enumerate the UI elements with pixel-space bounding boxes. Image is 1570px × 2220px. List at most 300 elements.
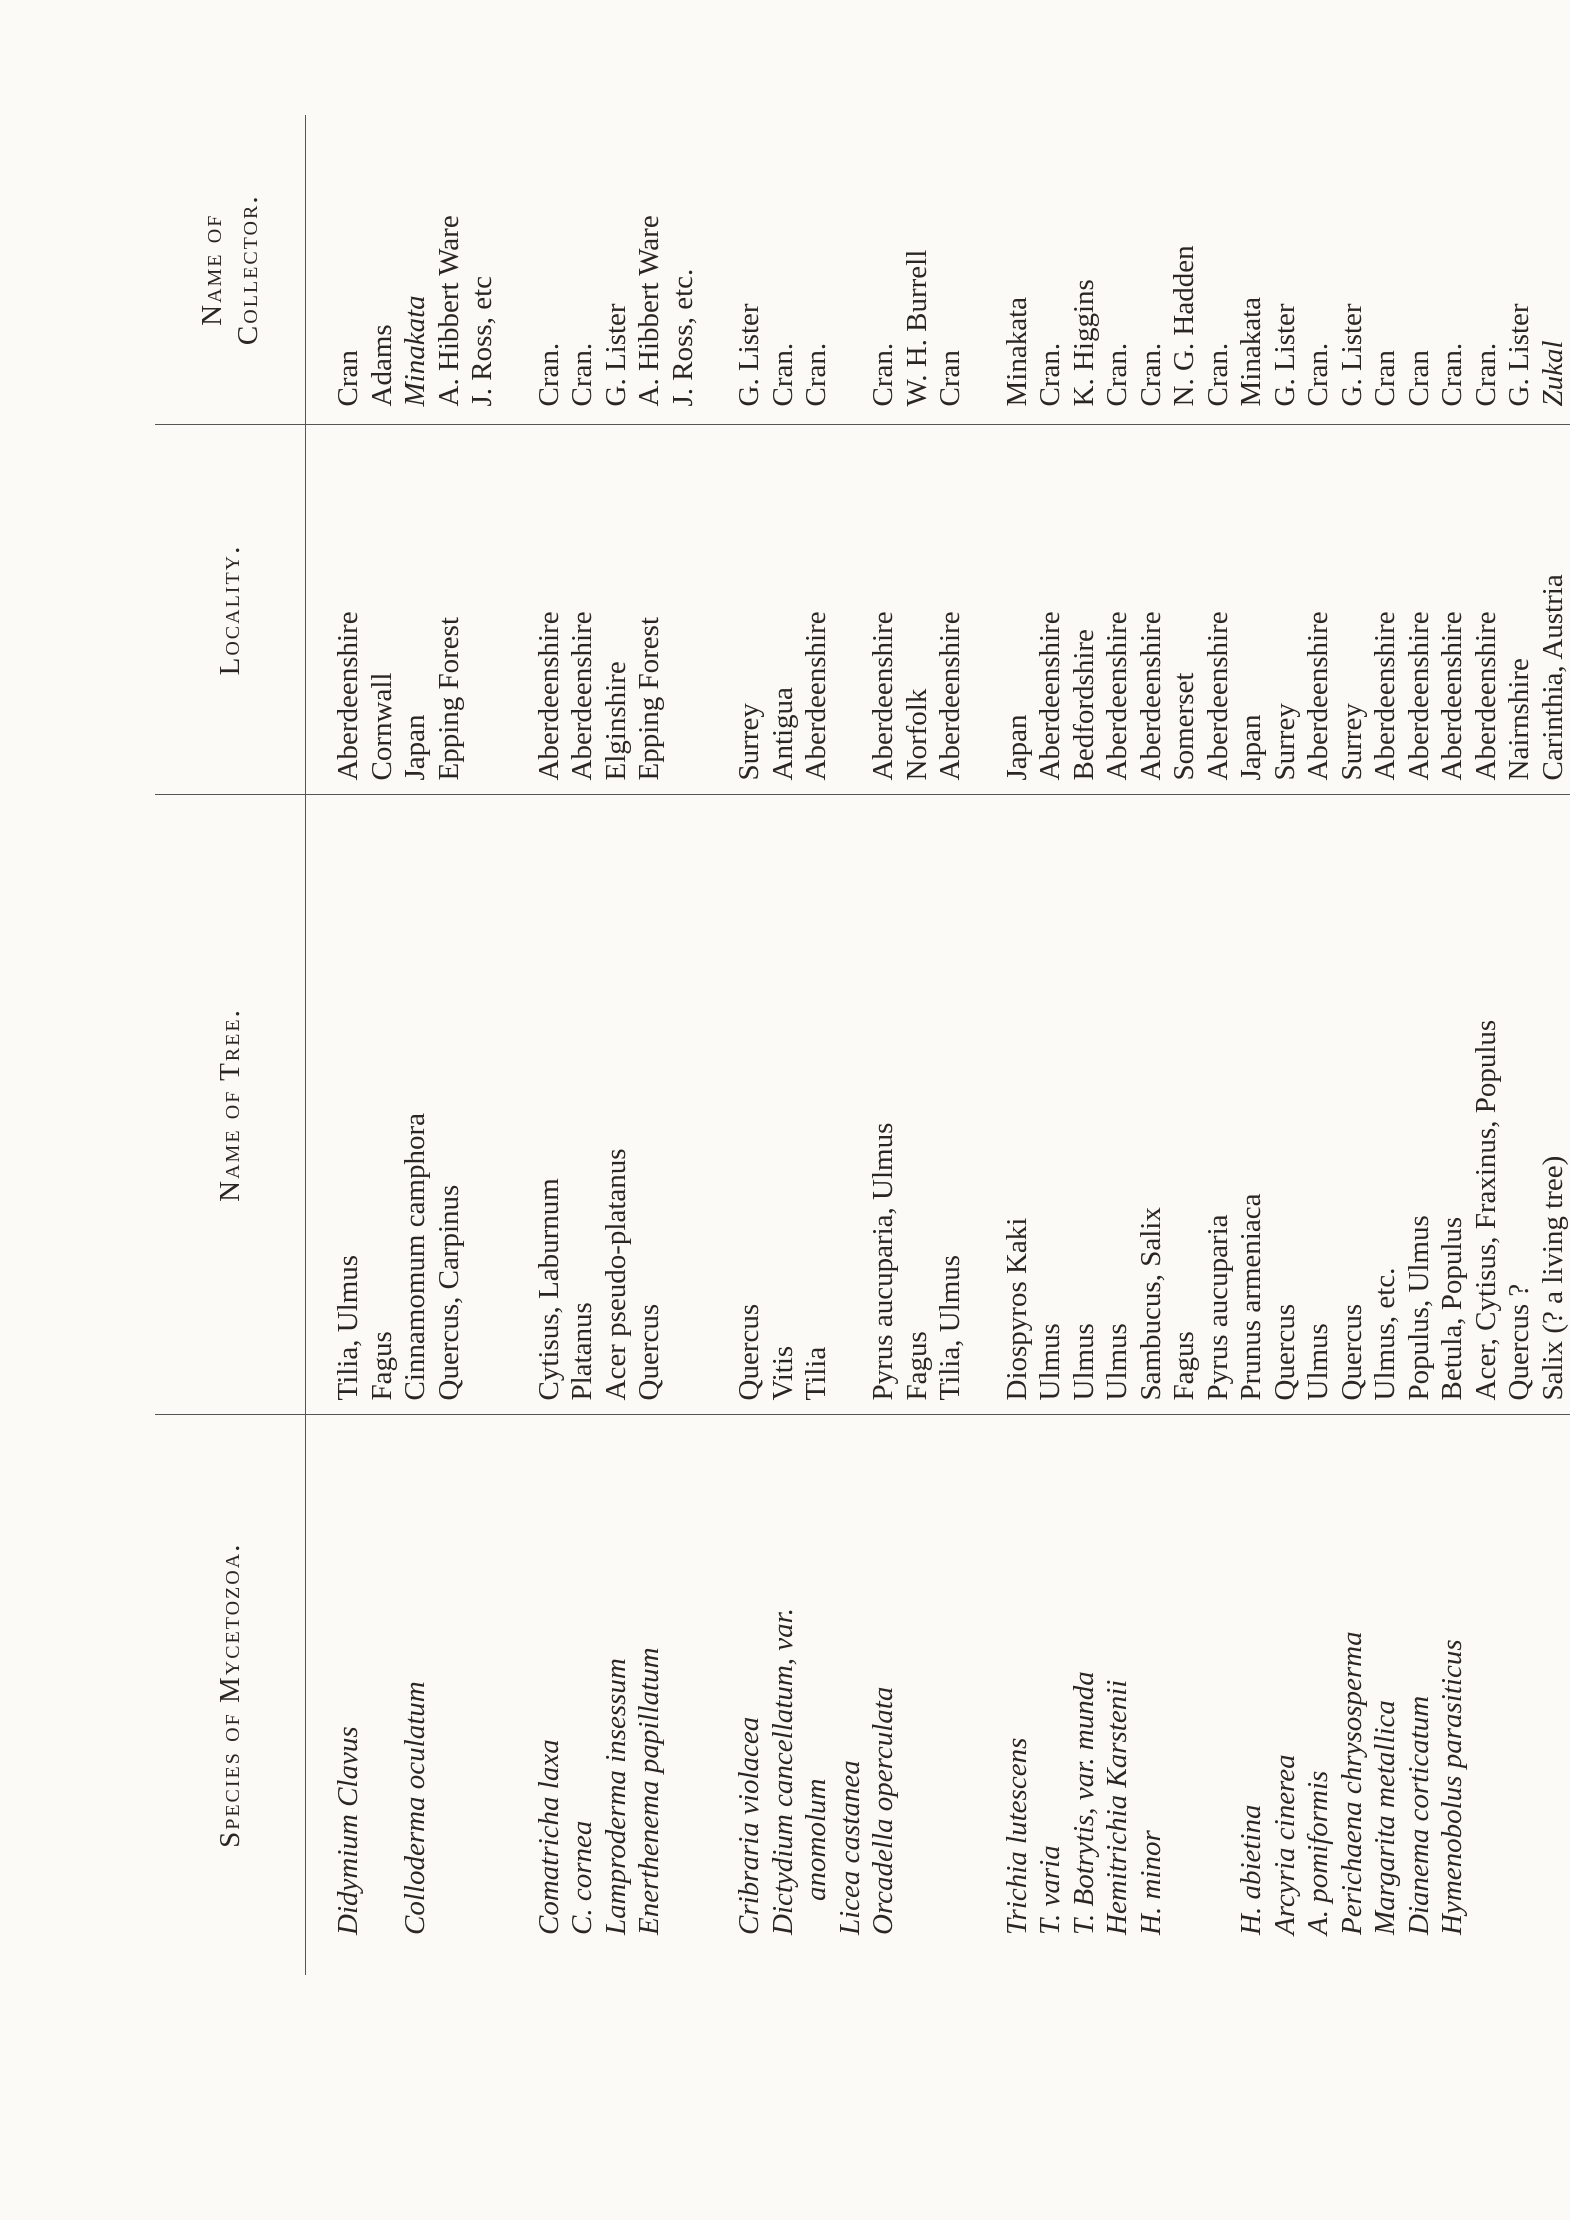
table-row [566,115,600,1975]
table-row [306,115,366,1975]
table-row [533,115,567,1975]
tree-cell-text: Quercus [733,1303,765,1401]
table-row [867,115,901,1975]
locality-cell-text: Antigua [766,687,799,781]
tree-cell-text: Quercus [633,1303,665,1401]
table-row [600,115,634,1975]
collector-cell [733,115,767,425]
mycetozoa-table [155,115,1570,1975]
collector-cell [934,115,968,425]
species-cell [1068,1415,1102,1975]
table-row [633,115,667,1975]
locality-cell-text: Aberdeenshire [934,611,966,781]
locality-cell [1235,425,1269,795]
tree-cell [1470,795,1504,1415]
locality-cell-text: Aberdeenshire [867,611,899,781]
collector-cell-text: Cran. [1034,342,1066,407]
table-row [667,115,701,1975]
tree-cell-text: Tilia [800,1346,832,1401]
species-cell [1403,1415,1437,1975]
species-cell-text: Cribraria violacea [733,1716,765,1935]
species-cell-text: Enerthenema papillatum [633,1647,665,1935]
collector-cell-text: W. H. Burrell [900,249,933,407]
collector-cell [466,115,500,425]
tree-cell-text: Cinnamomum camphora [399,1112,431,1401]
collector-cell-text: Zukal [1536,340,1569,407]
species-cell-text: Arcyria cinerea [1268,1754,1301,1935]
header-collector: Name of Collector. [155,115,306,425]
collector-cell-text: Cran. [1469,342,1502,407]
locality-cell-text: Aberdeenshire [532,611,565,781]
species-cell [733,1415,767,1975]
table-row [1403,115,1437,1975]
collector-cell [306,115,366,425]
collector-cell-text: J. Ross, etc. [666,268,699,407]
species-cell [433,1415,467,1975]
table-row [466,115,500,1975]
tree-cell [600,795,634,1415]
species-cell [1436,1415,1470,1975]
table-row [366,115,400,1975]
locality-cell [1537,425,1570,795]
table-row [1436,115,1470,1975]
table-row [767,115,801,1975]
tree-cell-text: Quercus ? [1503,1283,1535,1401]
species-cell-text: Colloderma oculatum [399,1681,431,1935]
species-cell [1235,1415,1269,1975]
table-row [834,115,868,1975]
rotated-table-block [155,115,1569,1975]
table-row [1503,115,1537,1975]
spacer-cell [700,115,733,425]
species-cell-text: Lamproderma insessum [599,1658,632,1935]
collector-cell-text: J. Ross, etc [466,276,498,407]
tree-cell-text: Tilia, Ulmus [332,1254,364,1401]
species-cell [667,1415,701,1975]
table-body [306,115,1570,1975]
collector-cell [1302,115,1336,425]
collector-cell-text: A. Hibbert Ware [633,215,665,407]
locality-cell [1202,425,1236,795]
collector-cell [667,115,701,425]
species-cell [633,1415,667,1975]
collector-cell-text: G. Lister [1268,303,1301,407]
locality-cell [1436,425,1470,795]
tree-cell [1202,795,1236,1415]
group-spacer [700,115,733,1975]
collector-cell [633,115,667,425]
locality-cell-text: Japan [1235,714,1267,781]
collector-cell [767,115,801,425]
tree-cell [934,795,968,1415]
species-cell [466,1415,500,1975]
collector-cell-text: G. Lister [599,303,632,407]
tree-cell [1503,795,1537,1415]
table-row [1302,115,1336,1975]
locality-cell [1168,425,1202,795]
table-row [1001,115,1035,1975]
table-row [1168,115,1202,1975]
collector-cell-text: Cran. [766,342,799,407]
locality-cell-text: Bedfordshire [1067,629,1100,781]
collector-cell-text: Cran. [566,342,598,407]
species-cell [366,1415,400,1975]
tree-cell-text: Ulmus [1302,1323,1334,1401]
tree-cell-text: Tilia, Ulmus [934,1254,966,1401]
tree-cell [633,795,667,1415]
collector-cell-text: Cran [1369,350,1401,407]
locality-cell [366,425,400,795]
tree-cell-text: Vitis [766,1345,799,1401]
tree-cell-text: Ulmus, etc. [1369,1267,1401,1401]
tree-cell [733,795,767,1415]
tree-cell [566,795,600,1415]
locality-cell-text: Elginshire [599,661,632,781]
tree-cell [366,795,400,1415]
species-cell-text: Comatricha laxa [532,1739,565,1935]
collector-cell [399,115,433,425]
species-cell [1470,1415,1504,1975]
collector-cell-text: Cran. [867,342,899,407]
species-cell [1135,1415,1169,1975]
collector-cell-text: Cran. [1201,342,1234,407]
locality-cell [433,425,467,795]
locality-cell-text: Japan [1000,714,1033,781]
species-cell [1503,1415,1537,1975]
locality-cell-text: Cornwall [365,672,398,781]
collector-cell [867,115,901,425]
table-row [1269,115,1303,1975]
species-cell-text: Margarita metallica [1369,1700,1401,1935]
collector-cell [1436,115,1470,425]
collector-cell [1235,115,1269,425]
spacer-cell [500,115,533,425]
locality-cell-text: Surrey [1268,703,1301,781]
table-row [1235,115,1269,1975]
tree-cell-text: Quercus [1268,1303,1301,1401]
species-cell-text: A. pomiformis [1302,1770,1334,1935]
species-cell [1034,1415,1068,1975]
locality-cell [633,425,667,795]
species-cell [306,1415,366,1975]
locality-cell-text: Aberdeenshire [1369,611,1401,781]
collector-cell [901,115,935,425]
tree-cell [1403,795,1437,1415]
locality-cell [867,425,901,795]
tree-cell [533,795,567,1415]
locality-cell [1302,425,1336,795]
tree-cell-text: Fagus [1168,1331,1200,1401]
locality-cell [1034,425,1068,795]
species-cell-text: Didymium Clavus [332,1726,364,1935]
tree-cell [667,795,701,1415]
table-row [1135,115,1169,1975]
tree-cell [466,795,500,1415]
locality-cell-text: Somerset [1168,672,1200,781]
table-row [1068,115,1102,1975]
tree-cell [1168,795,1202,1415]
spacer-cell [500,1415,533,1975]
tree-cell-text: Betula, Populus [1436,1216,1468,1401]
collector-cell-text: G. Lister [733,303,765,407]
locality-cell-text: Aberdeenshire [1402,611,1435,781]
table-row [733,115,767,1975]
locality-cell-text: Aberdeenshire [1101,611,1133,781]
collector-cell [1135,115,1169,425]
tree-cell [767,795,801,1415]
locality-cell [1403,425,1437,795]
locality-cell [934,425,968,795]
locality-cell [1135,425,1169,795]
tree-cell-text: Quercus [1335,1303,1368,1401]
spacer-cell [700,795,733,1415]
species-cell-text: T. varia [1034,1845,1066,1935]
species-cell-text: Orcadella operculata [867,1686,899,1935]
table-row [934,115,968,1975]
table-row [1101,115,1135,1975]
species-cell-text: Licea castanea [833,1760,866,1935]
spacer-cell [700,425,733,795]
locality-cell-text: Epping Forest [432,616,465,781]
locality-cell-text: Surrey [1335,703,1368,781]
tree-cell [834,795,868,1415]
table-row [433,115,467,1975]
collector-cell-text: A. Hibbert Ware [432,215,465,407]
species-cell-text: Dianema corticatum [1402,1695,1435,1935]
locality-cell-text: Aberdeenshire [1034,611,1066,781]
tree-cell-text: Fagus [365,1331,398,1401]
locality-cell [1503,425,1537,795]
tree-cell-text: Platanus [566,1302,598,1401]
tree-cell [1235,795,1269,1415]
spacer-cell [968,1415,1001,1975]
group-spacer [968,115,1001,1975]
collector-cell [834,115,868,425]
tree-cell [306,795,366,1415]
collector-cell [1369,115,1403,425]
locality-cell [533,425,567,795]
tree-cell-text: Sambucus, Salix [1134,1207,1167,1401]
species-cell [800,1415,834,1975]
species-cell-text: Hemitrichia Karstenii [1101,1679,1133,1935]
tree-cell-text: Diospyros Kaki [1000,1217,1033,1401]
tree-cell [1101,795,1135,1415]
tree-cell [1269,795,1303,1415]
locality-cell-text: Aberdeenshire [1201,611,1234,781]
collector-cell-text: K. Higgins [1067,279,1100,407]
species-cell-text: C. cornea [566,1820,598,1935]
locality-cell-text: Aberdeenshire [800,611,832,781]
tree-cell-text: Acer pseudo-platanus [599,1148,632,1401]
tree-cell-text: Pyrus aucuparia, Ulmus [867,1122,899,1401]
collector-cell-text: Cran. [800,342,832,407]
tree-cell-text: Cytisus, Laburnum [532,1178,565,1401]
locality-cell-text: Norfolk [900,688,933,781]
species-cell [1537,1415,1570,1975]
collector-cell [533,115,567,425]
locality-cell [399,425,433,795]
species-cell-text: anomolum [800,1778,832,1901]
tree-cell [867,795,901,1415]
species-cell [399,1415,433,1975]
species-cell-text: H. abietina [1235,1804,1267,1935]
locality-cell-text: Nairnshire [1503,658,1535,781]
tree-cell-text: Ulmus [1067,1323,1100,1401]
species-cell [533,1415,567,1975]
species-cell-text: T. Botrytis, var. munda [1067,1671,1100,1935]
collector-cell-text: N. G. Hadden [1168,245,1200,407]
species-cell-text: Dictydium cancellatum, var. [766,1608,799,1935]
collector-cell-text: Cran [1402,350,1435,407]
group-spacer [500,115,533,1975]
locality-cell [566,425,600,795]
tree-cell [1135,795,1169,1415]
collector-cell [433,115,467,425]
species-cell [1001,1415,1035,1975]
locality-cell [306,425,366,795]
species-cell [566,1415,600,1975]
species-cell [934,1415,968,1975]
tree-cell-text: Pyrus aucuparia [1201,1214,1234,1401]
tree-cell [1436,795,1470,1415]
collector-cell [1503,115,1537,425]
collector-cell [1068,115,1102,425]
collector-cell [1202,115,1236,425]
tree-cell [1001,795,1035,1415]
species-cell-text: Trichia lutescens [1000,1737,1033,1935]
collector-cell [1336,115,1370,425]
locality-cell [767,425,801,795]
tree-cell [800,795,834,1415]
species-cell [1369,1415,1403,1975]
collector-cell-text: Cran [934,350,966,407]
collector-cell [1269,115,1303,425]
collector-cell-text: Minakata [1000,296,1033,407]
locality-cell [600,425,634,795]
spacer-cell [500,795,533,1415]
species-cell [1336,1415,1370,1975]
spacer-cell [968,115,1001,425]
collector-cell [1470,115,1504,425]
header-species: Species of Mycetozoa. [155,1415,306,1975]
locality-cell [1269,425,1303,795]
locality-cell-text: Aberdeenshire [1469,611,1502,781]
species-cell [1101,1415,1135,1975]
species-cell [1302,1415,1336,1975]
locality-cell-text: Epping Forest [633,616,665,781]
table-row [901,115,935,1975]
locality-cell-text: Carinthia, Austria [1536,574,1569,781]
collector-cell [800,115,834,425]
collector-cell-text: Cran [332,350,364,407]
collector-cell-text: Cran. [532,342,565,407]
header-row [155,115,306,1975]
table-row [1537,115,1570,1975]
collector-cell-text: Minakata [1235,296,1267,407]
locality-cell-text: Aberdeenshire [566,611,598,781]
tree-cell [1369,795,1403,1415]
locality-cell-text: Aberdeenshire [1302,611,1334,781]
table-row [1369,115,1403,1975]
tree-cell-text: Acer, Cytisus, Fraxinus, Populus [1469,1019,1502,1401]
collector-cell-text: Cran. [1134,342,1167,407]
locality-cell [1369,425,1403,795]
table-row [1336,115,1370,1975]
locality-cell [733,425,767,795]
spacer-cell [700,1415,733,1975]
species-cell [1168,1415,1202,1975]
locality-cell [1068,425,1102,795]
collector-cell-text: Adams [365,324,398,407]
locality-cell-text: Aberdeenshire [1436,611,1468,781]
species-cell-text: Hymenobolus parasiticus [1436,1639,1468,1935]
collector-cell-text: G. Lister [1335,303,1368,407]
collector-cell [366,115,400,425]
tree-cell-text: Salix (? a living tree) [1536,1155,1569,1401]
tree-cell [1302,795,1336,1415]
table-row [1034,115,1068,1975]
spacer-cell [968,425,1001,795]
tree-cell [1068,795,1102,1415]
tree-cell-text: Populus, Ulmus [1402,1215,1435,1401]
tree-cell [1034,795,1068,1415]
table-row [800,115,834,1975]
table-row [1470,115,1504,1975]
collector-cell-text: Cran. [1101,342,1133,407]
species-cell [867,1415,901,1975]
locality-cell [1336,425,1370,795]
locality-cell [1101,425,1135,795]
spacer-cell [968,795,1001,1415]
locality-cell [667,425,701,795]
locality-cell [466,425,500,795]
tree-cell [1336,795,1370,1415]
species-cell [834,1415,868,1975]
header-locality: Locality. [155,425,306,795]
collector-cell [1001,115,1035,425]
tree-cell [1537,795,1570,1415]
collector-cell [1101,115,1135,425]
species-cell [1269,1415,1303,1975]
spacer-cell [500,425,533,795]
species-cell [767,1415,801,1975]
table-row [1202,115,1236,1975]
locality-cell [1001,425,1035,795]
collector-cell-text: Minakata [399,295,431,407]
species-cell [901,1415,935,1975]
locality-cell [901,425,935,795]
tree-cell-text: Prunus armeniaca [1235,1193,1267,1401]
tree-cell-text: Ulmus [1034,1323,1066,1401]
collector-cell [1537,115,1570,425]
collector-cell-text: Cran. [1436,342,1468,407]
locality-cell [800,425,834,795]
tree-cell [399,795,433,1415]
collector-cell [566,115,600,425]
locality-cell-text: Japan [399,714,431,781]
tree-cell [433,795,467,1415]
species-cell-text: Perichaena chrysosperma [1335,1631,1368,1935]
locality-cell-text: Aberdeenshire [332,611,364,781]
tree-cell-text: Quercus, Carpinus [432,1184,465,1401]
locality-cell [1470,425,1504,795]
collector-cell [1034,115,1068,425]
collector-cell-text: G. Lister [1503,303,1535,407]
collector-cell [1403,115,1437,425]
tree-cell-text: Fagus [900,1331,933,1401]
locality-cell-text: Surrey [733,703,765,781]
locality-cell [834,425,868,795]
